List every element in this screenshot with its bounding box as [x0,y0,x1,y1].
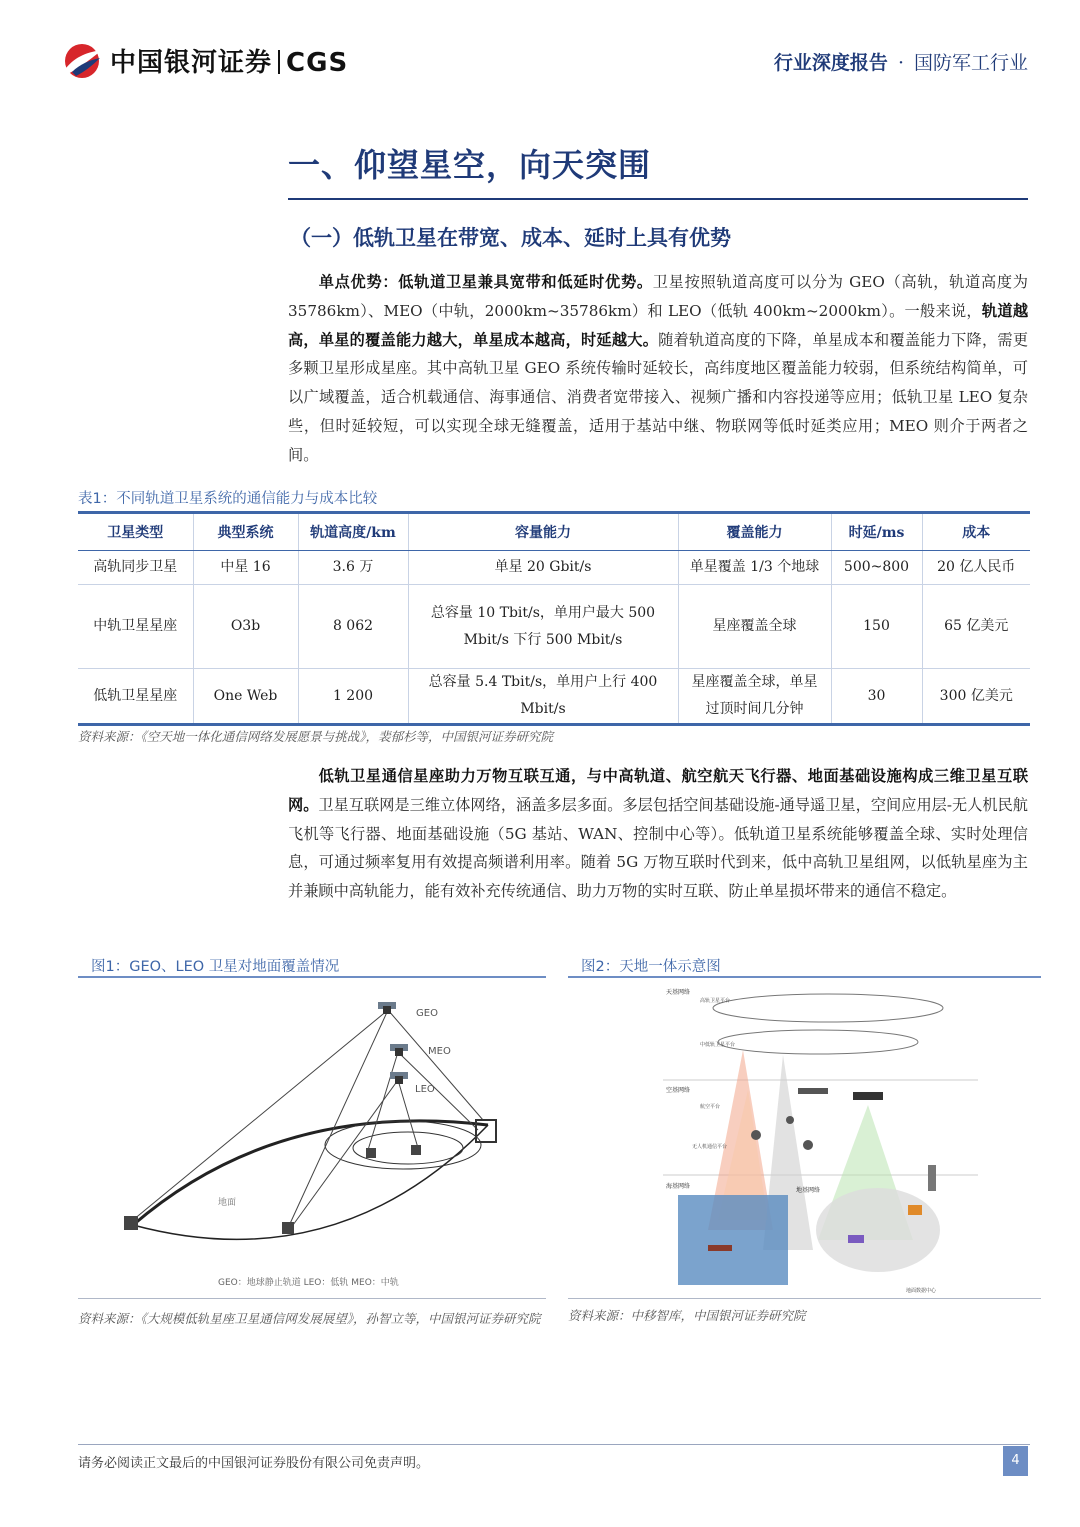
label-data-center: 地面数据中心 [906,1288,937,1294]
meo-label: MEO [428,1046,451,1057]
table-header: 时延/ms [831,513,922,551]
report-type: 行业深度报告 [773,52,888,74]
figure1-bottom-rule [78,1298,546,1299]
table-header: 成本 [922,513,1030,551]
table-cell: 150 [831,585,922,669]
geo-label: GEO [416,1008,438,1019]
table-cell: 30 [831,669,922,725]
table-cell: 中星 16 [193,551,298,585]
table-caption: 表1：不同轨道卫星系统的通信能力与成本比较 [78,491,378,507]
figure1-top-rule [78,976,546,978]
industry-name: 国防军工行业 [913,52,1028,74]
table-header-row [78,513,1030,551]
table-cell: 星座覆盖全球，单星过顶时间几分钟 [678,669,831,725]
table-header: 容量能力 [408,513,678,551]
figure2-caption: 图2：天地一体示意图 [581,959,721,975]
label-ground-network: 地基网络 [796,1187,821,1194]
table-cell: O3b [193,585,298,669]
table-cell: 1 200 [298,669,408,725]
meo-satellite-icon [390,1044,408,1056]
brand-name-en: CGS [286,48,349,78]
table-cell: 65 亿美元 [922,585,1030,669]
page-number: 4 [1003,1446,1028,1476]
table-cell: 高轨同步卫星 [78,551,193,585]
header-separator: · [897,52,904,74]
figure2-bottom-rule [568,1298,1041,1299]
figure1-coverage-diagram [78,980,546,1295]
table-row [78,669,1030,725]
logo-icon [62,42,104,80]
label-uav: 无人机通信平台 [692,1144,728,1150]
leo-label: LEO [415,1084,435,1095]
section-title: 一、仰望星空，向天突围 [288,146,652,184]
paragraph-emphasis: 轨道越高，单星的覆盖能力越大，单星成本越高，时延越大。 [288,301,1029,349]
table-cell: 500~800 [831,551,922,585]
paragraph-lead: 单点优势：低轨道卫星兼具宽带和低延时优势。 [318,273,653,291]
subsection-title: （一）低轨卫星在带宽、成本、延时上具有优势 [290,225,731,250]
footer-rule [78,1444,1030,1445]
table-cell: 8 062 [298,585,408,669]
figure2-integration-diagram [568,980,1041,1295]
table-header: 典型系统 [193,513,298,551]
section-divider [288,198,1028,200]
table-cell: 总容量 10 Tbit/s，单用户最大 500 Mbit/s 下行 500 Mbit/s [408,585,678,669]
table-source: 资料来源：《空天地一体化通信网络发展愿景与挑战》，裴郁杉等，中国银河证券研究院 [78,729,554,744]
paragraph-text: 随着轨道高度的下降，单星成本和覆盖能力下降，需更多颗卫星形成星座。其中高轨卫星 GEO 系统传输时延较长，高纬度地区覆盖能力较弱，但系统结构简单，可以广域覆盖，适合机载通信、海事通信、消费者宽带接入、视频广播和内容投递等应用；低轨卫星 LEO 复杂些，但时延较短，可以实现全球无缝覆盖，适用于基站中继、物联网等低时延类应用；MEO 则介于两者之间。 [288,330,1029,464]
label-air-network: 空基网络 [666,1087,691,1094]
report-header [774,48,1028,75]
table-cell: 300 亿美元 [922,669,1030,725]
brand-divider [278,50,280,74]
paragraph-orbit-advantages [288,268,1028,470]
label-aircraft: 航空平台 [700,1104,721,1110]
table-row [78,585,1030,669]
geo-satellite-icon [378,1002,396,1014]
table-cell: 20 亿人民币 [922,551,1030,585]
table-header: 轨道高度/km [298,513,408,551]
table-cell: 中轨卫星星座 [78,585,193,669]
label-sea-network: 海基网络 [666,1183,691,1190]
table-cell: 单星 20 Gbit/s [408,551,678,585]
paragraph-text: 卫星按照轨道高度可以分为 GEO（高轨，轨道高度为 35786km）、MEO（中轨，2000km~35786km）和 LEO（低轨 400km~2000km）。一般来说， [288,273,1028,320]
figure1-source: 资料来源：《大规模低轨星座卫星通信网发展展望》，孙智立等，中国银河证券研究院 [78,1311,541,1326]
label-mid-low-orbit: 中低轨卫星平台 [700,1042,736,1048]
figure1-caption: 图1：GEO、LEO 卫星对地面覆盖情况 [91,959,340,975]
brand-logo [110,42,348,79]
table-header: 覆盖能力 [678,513,831,551]
paragraph-satellite-internet [288,762,1028,906]
table-header: 卫星类型 [78,513,193,551]
label-space-network: 天基网络 [666,989,691,996]
comparison-table [78,511,1030,726]
leo-satellite-icon [390,1072,408,1084]
paragraph-lead: 低轨卫星通信星座助力万物互联互通，与中高轨道、航空航天飞行器、地面基础设施构成三维卫星互联网。 [288,767,1028,814]
table-cell: 总容量 5.4 Tbit/s，单用户上行 400 Mbit/s [408,669,678,725]
table-cell: 低轨卫星星座 [78,669,193,725]
brand-name-cn: 中国银河证券 [110,48,273,78]
table-row [78,551,1030,585]
paragraph-text: 卫星互联网是三维立体网络，涵盖多层多面。多层包括空间基础设施-通导遥卫星，空间应用层-无人机民航飞机等飞行器、地面基础设施（5G 基站、WAN、控制中心等）。低轨道卫星系统能够覆盖全球、实时处理信息，可通过频率复用有效提高频谱利用率。随着 5G 万物互联时代到来，低中高轨卫星组网，以低轨星座为主并兼顾中高轨能力，能有效补充传统通信、助力万物的实时互联、防止单星损坏带来的通信不稳定。 [288,795,1028,901]
table-cell: 单星覆盖 1/3 个地球 [678,551,831,585]
ground-label: 地面 [218,1198,237,1208]
figure1-legend: GEO：地球静止轨道 LEO：低轨 MEO：中轨 [218,1278,399,1288]
figure2-top-rule [568,976,1041,978]
table-cell: One Web [193,669,298,725]
table-cell: 3.6 万 [298,551,408,585]
figure2-source: 资料来源：中移智库，中国银河证券研究院 [568,1308,806,1323]
footer-disclaimer: 请务必阅读正文最后的中国银河证券股份有限公司免责声明。 [78,1456,430,1471]
table-cell: 星座覆盖全球 [678,585,831,669]
label-high-orbit: 高轨卫星平台 [700,998,731,1004]
